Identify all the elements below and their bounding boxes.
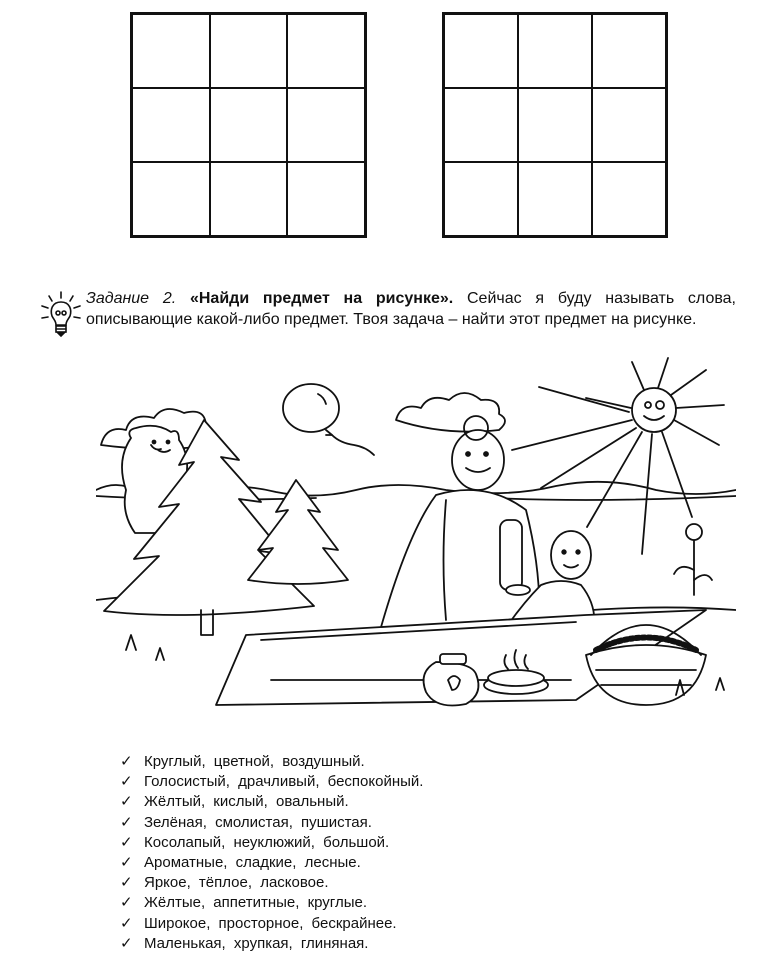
list-item: ✓ Зелёная, смолистая, пушистая.: [118, 813, 423, 833]
grid-cell[interactable]: [592, 14, 666, 88]
grid-cell[interactable]: [210, 162, 288, 236]
grid-cell[interactable]: [592, 88, 666, 162]
list-item: ✓ Яркое, тёплое, ласковое.: [118, 873, 423, 893]
grid-cell[interactable]: [210, 88, 288, 162]
list-item: ✓ Жёлтый, кислый, овальный.: [118, 792, 423, 812]
grid-cell[interactable]: [444, 88, 518, 162]
grid-cell[interactable]: [592, 162, 666, 236]
description-list: [118, 752, 423, 954]
thermos: [500, 520, 522, 590]
task-paragraph: [86, 288, 736, 330]
grid-cell[interactable]: [287, 162, 365, 236]
list-item: ✓ Косолапый, неуклюжий, большой.: [118, 833, 423, 853]
grid-cell[interactable]: [444, 162, 518, 236]
list-item: ✓ Голосистый, драчливый, беспокойный.: [118, 772, 423, 792]
answer-grid-left: [130, 12, 367, 238]
task-title: «Найди предмет на рисунке».: [189, 290, 454, 307]
grid-cell[interactable]: [132, 162, 210, 236]
list-item: ✓ Ароматные, сладкие, лесные.: [118, 853, 423, 873]
list-item: ✓ Маленькая, хрупкая, глиняная.: [118, 934, 423, 954]
answer-grid-right: [442, 12, 668, 238]
grid-cell[interactable]: [444, 14, 518, 88]
grid-cell[interactable]: [287, 88, 365, 162]
task-block: [40, 288, 736, 330]
task-text: Сейчас я буду называть слова, описывающие какой-либо предмет. Твоя задача – найти этот предмет на рисунке.: [86, 290, 737, 328]
grid-cell[interactable]: [518, 162, 592, 236]
list-item: ✓ Круглый, цветной, воздушный.: [118, 752, 423, 772]
grid-cell[interactable]: [132, 88, 210, 162]
list-item: ✓ Жёлтые, аппетитные, круглые.: [118, 893, 423, 913]
grid-cell[interactable]: [210, 14, 288, 88]
list-item: ✓ Широкое, просторное, бескрайнее.: [118, 914, 423, 934]
picnic-illustration: [96, 350, 736, 740]
balloon: [283, 384, 374, 455]
grid-cell[interactable]: [287, 14, 365, 88]
grid-cell[interactable]: [518, 88, 592, 162]
grid-cell[interactable]: [518, 14, 592, 88]
task-label: Задание 2.: [86, 290, 177, 307]
flower: [674, 524, 712, 595]
grid-cell[interactable]: [132, 14, 210, 88]
lightbulb-icon: [40, 290, 82, 338]
